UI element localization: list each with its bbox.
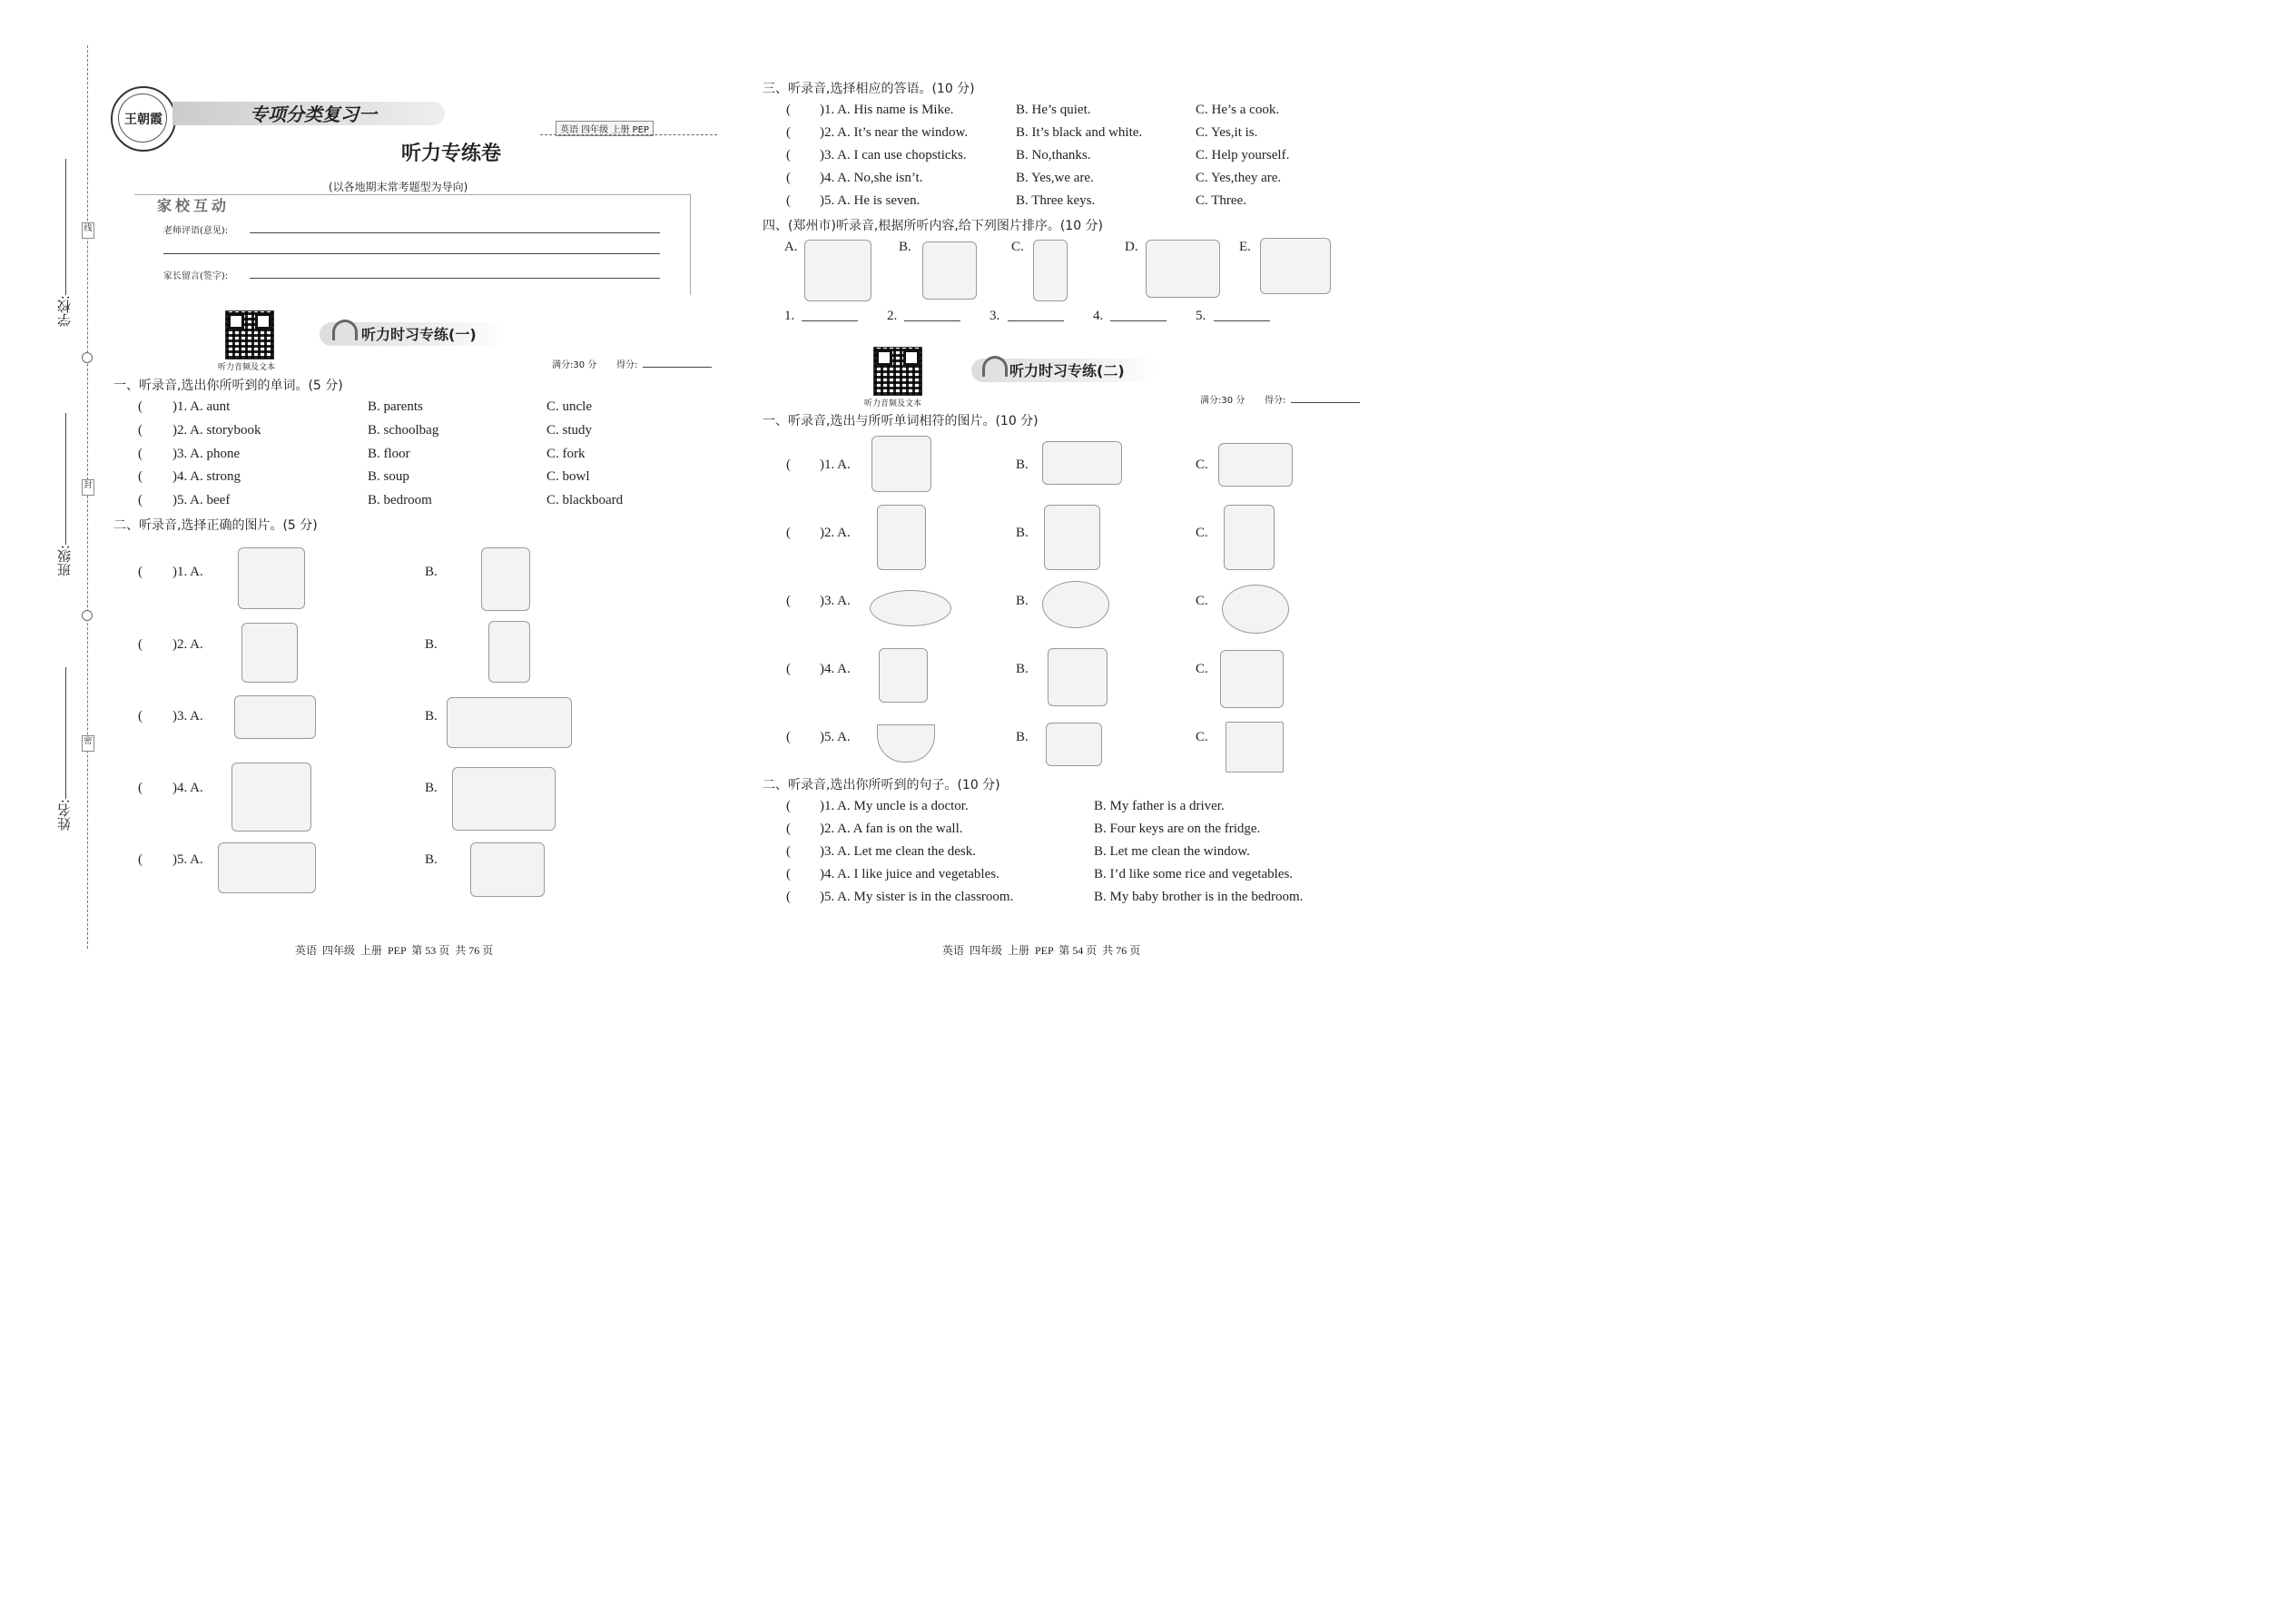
answer-paren[interactable]: ( bbox=[786, 526, 791, 540]
option-b[interactable]: B. bbox=[1016, 662, 1029, 676]
option-a[interactable]: )3. A. bbox=[172, 709, 203, 723]
answer-paren[interactable]: ( bbox=[138, 565, 143, 579]
option-c[interactable]: C. bbox=[1196, 662, 1208, 676]
part2-title: 听力时习专练(二) bbox=[1009, 362, 1125, 379]
class-label: 班级: bbox=[56, 545, 73, 577]
pic-letter-d: D. bbox=[1125, 240, 1138, 254]
option-a[interactable]: )3. A. Let me clean the desk. bbox=[820, 844, 977, 859]
answer-paren[interactable]: ( bbox=[138, 399, 143, 414]
seal-char-1: 线 bbox=[82, 222, 94, 239]
order-blank-label: 3. bbox=[989, 309, 1000, 323]
option-c[interactable]: C. Yes,it is. bbox=[1196, 125, 1258, 140]
option-a[interactable]: )1. A. bbox=[172, 565, 203, 579]
answer-paren[interactable]: ( bbox=[138, 709, 143, 723]
school-field[interactable] bbox=[65, 159, 66, 295]
option-c[interactable]: C. Three. bbox=[1196, 193, 1246, 208]
binding-hole-icon bbox=[82, 610, 93, 621]
order-blank[interactable] bbox=[904, 320, 960, 321]
qr-code-icon[interactable] bbox=[873, 347, 922, 396]
answer-paren[interactable]: ( bbox=[138, 423, 143, 438]
answer-paren[interactable]: ( bbox=[786, 148, 791, 162]
option-a[interactable]: )2. A. It’s near the window. bbox=[820, 125, 969, 140]
class-field[interactable] bbox=[65, 413, 66, 545]
option-c[interactable]: C. bbox=[1196, 458, 1208, 472]
answer-paren[interactable]: ( bbox=[786, 867, 791, 881]
pic-letter-a: A. bbox=[784, 240, 798, 254]
option-b[interactable]: B. bbox=[425, 709, 438, 723]
seal-char-3: 密 bbox=[82, 735, 94, 752]
logo-seal bbox=[111, 86, 176, 152]
answer-paren[interactable]: ( bbox=[786, 730, 791, 744]
picture-chicken-plate[interactable] bbox=[1042, 581, 1109, 628]
option-a[interactable]: )2. A. A fan is on the wall. bbox=[820, 822, 963, 836]
p1-sec2-title: 二、听录音,选择正确的图片。(5 分) bbox=[113, 518, 318, 533]
name-label: 姓名: bbox=[56, 799, 73, 832]
order-blank[interactable] bbox=[1008, 320, 1064, 321]
option-b[interactable]: B. He’s quiet. bbox=[1016, 103, 1091, 117]
picture-math-book[interactable] bbox=[1220, 650, 1284, 708]
answer-paren[interactable]: ( bbox=[786, 844, 791, 859]
option-a[interactable]: )5. A. He is seven. bbox=[820, 193, 921, 208]
answer-paren[interactable]: ( bbox=[138, 781, 143, 795]
picture-toy-car[interactable] bbox=[1042, 441, 1122, 485]
picture-bathtub[interactable] bbox=[804, 240, 871, 301]
answer-paren[interactable]: ( bbox=[786, 193, 791, 208]
option-c[interactable]: C. Help yourself. bbox=[1196, 148, 1290, 162]
p2-sec2-title: 二、听录音,选出你所听到的句子。(10 分) bbox=[763, 778, 1000, 792]
option-a[interactable]: )5. A. bbox=[820, 730, 851, 744]
option-a[interactable]: )5. A. beef bbox=[172, 493, 231, 507]
logo-text: 王朝霞 bbox=[124, 113, 162, 127]
picture-storybook[interactable] bbox=[1048, 648, 1108, 706]
option-a[interactable]: )3. A. I can use chopsticks. bbox=[820, 148, 967, 162]
picture-sofa[interactable] bbox=[218, 842, 316, 893]
order-blank-label: 1. bbox=[784, 309, 795, 323]
option-c[interactable]: C. fork bbox=[546, 447, 586, 461]
option-c[interactable]: C. bbox=[1196, 526, 1208, 540]
option-a[interactable]: )4. A. bbox=[820, 662, 851, 676]
picture-boy-glasses[interactable] bbox=[488, 621, 530, 683]
picture-notebook[interactable] bbox=[879, 648, 928, 703]
option-a[interactable]: )3. A. bbox=[820, 594, 851, 608]
p1-sec4-title: 四、(郑州市)听录音,根据所听内容,给下列图片排序。(10 分) bbox=[763, 219, 1104, 233]
answer-paren[interactable]: ( bbox=[786, 171, 791, 185]
option-b[interactable]: B. My baby brother is in the bedroom. bbox=[1094, 890, 1304, 904]
option-c[interactable]: C. study bbox=[546, 423, 593, 438]
answer-paren[interactable]: ( bbox=[138, 469, 143, 484]
book-info: 英语 四年级 上册 PEP bbox=[556, 121, 654, 136]
option-b[interactable]: B. I’d like some rice and vegetables. bbox=[1094, 867, 1294, 881]
answer-paren[interactable]: ( bbox=[786, 125, 791, 140]
option-b[interactable]: B. bedroom bbox=[368, 493, 432, 507]
picture-soup-fish[interactable] bbox=[447, 697, 572, 748]
option-b[interactable]: B. Three keys. bbox=[1016, 193, 1096, 208]
option-b[interactable]: B. parents bbox=[368, 399, 423, 414]
option-a[interactable]: )1. A. bbox=[820, 458, 851, 472]
order-blank-label: 2. bbox=[887, 309, 898, 323]
order-blank[interactable] bbox=[1110, 320, 1167, 321]
pic-letter-b: B. bbox=[899, 240, 911, 254]
option-b[interactable]: B. Yes,we are. bbox=[1016, 171, 1094, 185]
paper-subtitle: (以各地期末常考题型为导向) bbox=[329, 181, 468, 193]
binding-hole-icon bbox=[82, 352, 93, 363]
option-b[interactable]: B. bbox=[1016, 594, 1029, 608]
answer-paren[interactable]: ( bbox=[786, 103, 791, 117]
teacher-comment-field-2[interactable] bbox=[163, 253, 660, 254]
picture-monkey-bed[interactable] bbox=[1260, 238, 1331, 294]
picture-bowl[interactable] bbox=[877, 724, 935, 763]
headphone-icon bbox=[332, 320, 358, 340]
parent-comment-field[interactable] bbox=[250, 278, 660, 279]
option-b[interactable]: B. bbox=[425, 781, 438, 795]
picture-woman[interactable] bbox=[877, 505, 926, 570]
option-a[interactable]: )3. A. phone bbox=[172, 447, 241, 461]
seal-char-2: 封 bbox=[82, 479, 94, 496]
option-b[interactable]: B. bbox=[425, 852, 438, 867]
picture-bed[interactable] bbox=[871, 436, 931, 492]
teacher-comment-field[interactable] bbox=[250, 232, 660, 233]
option-a[interactable]: )4. A. bbox=[172, 781, 203, 795]
order-blank[interactable] bbox=[802, 320, 858, 321]
part2-got-field[interactable] bbox=[1291, 402, 1360, 403]
pic-letter-e: E. bbox=[1239, 240, 1251, 254]
footer-left: 英语 四年级 上册 PEP 第 53 页 共 76 页 bbox=[295, 944, 494, 957]
name-field[interactable] bbox=[65, 667, 66, 799]
option-a[interactable]: )5. A. My sister is in the classroom. bbox=[820, 890, 1014, 904]
part2-got-label: 得分: bbox=[1265, 396, 1286, 406]
picture-juice-chicken[interactable] bbox=[234, 695, 316, 739]
answer-paren[interactable]: ( bbox=[786, 799, 791, 813]
option-a[interactable]: )5. A. bbox=[172, 852, 203, 867]
option-c[interactable]: C. bbox=[1196, 730, 1208, 744]
teacher-comment-label: 老师评语(意见): bbox=[163, 226, 229, 236]
qr-caption: 听力音频及文本 bbox=[218, 363, 276, 372]
picture-monkey-reading[interactable] bbox=[1146, 240, 1220, 298]
option-b[interactable]: B. bbox=[1016, 730, 1029, 744]
part2-score: 满分:30 分 bbox=[1200, 396, 1245, 406]
option-b[interactable]: B. bbox=[425, 565, 438, 579]
p1-sec1-title: 一、听录音,选出你所听到的单词。(5 分) bbox=[113, 379, 343, 393]
picture-shoe[interactable] bbox=[1046, 723, 1102, 766]
order-blank-label: 4. bbox=[1093, 309, 1104, 323]
option-a[interactable]: )4. A. strong bbox=[172, 469, 241, 484]
answer-paren[interactable]: ( bbox=[786, 822, 791, 836]
picture-children-cleaning[interactable] bbox=[452, 767, 556, 831]
answer-paren[interactable]: ( bbox=[786, 662, 791, 676]
option-a[interactable]: )2. A. bbox=[820, 526, 851, 540]
option-b[interactable]: B. bbox=[1016, 458, 1029, 472]
picture-sofa[interactable] bbox=[1218, 443, 1293, 487]
answer-paren[interactable]: ( bbox=[138, 447, 143, 461]
picture-fish-plate[interactable] bbox=[870, 590, 951, 626]
option-a[interactable]: )1. A. aunt bbox=[172, 399, 231, 414]
paper-title: 听力专练卷 bbox=[401, 143, 502, 165]
home-school-title: 家校互动 bbox=[157, 197, 231, 214]
answer-paren[interactable]: ( bbox=[138, 493, 143, 507]
order-blank-label: 5. bbox=[1196, 309, 1206, 323]
picture-girl-hat[interactable] bbox=[241, 623, 298, 683]
option-a[interactable]: )2. A. storybook bbox=[172, 423, 261, 438]
picture-cook[interactable] bbox=[1044, 505, 1100, 570]
option-b[interactable]: B. It’s black and white. bbox=[1016, 125, 1143, 140]
option-b[interactable]: B. No,thanks. bbox=[1016, 148, 1091, 162]
option-a[interactable]: )4. A. I like juice and vegetables. bbox=[820, 867, 999, 881]
option-c[interactable]: C. bbox=[1196, 594, 1208, 608]
p1-sec3-title: 三、听录音,选择相应的答语。(10 分) bbox=[763, 82, 975, 96]
picture-map[interactable] bbox=[1226, 722, 1284, 773]
option-b[interactable]: B. schoolbag bbox=[368, 423, 439, 438]
option-a[interactable]: )4. A. No,she isn’t. bbox=[820, 171, 923, 185]
picture-monkey-chair[interactable] bbox=[922, 241, 977, 300]
headphone-icon bbox=[982, 356, 1008, 377]
parent-comment-label: 家长留言(签字): bbox=[163, 271, 229, 281]
option-c[interactable]: C. He’s a cook. bbox=[1196, 103, 1280, 117]
option-a[interactable]: )2. A. bbox=[172, 637, 203, 652]
footer-right: 英语 四年级 上册 PEP 第 54 页 共 76 页 bbox=[942, 944, 1141, 957]
picture-farmer[interactable] bbox=[1224, 505, 1275, 570]
qr-code-icon[interactable] bbox=[225, 310, 274, 359]
picture-nurse[interactable] bbox=[481, 547, 530, 611]
picture-bathroom[interactable] bbox=[231, 763, 311, 832]
answer-paren[interactable]: ( bbox=[786, 458, 791, 472]
part1-got-field[interactable] bbox=[643, 367, 712, 368]
option-c[interactable]: C. blackboard bbox=[546, 493, 624, 507]
part1-got-label: 得分: bbox=[616, 360, 638, 370]
school-label: 学校: bbox=[56, 295, 73, 328]
picture-table[interactable] bbox=[470, 842, 545, 897]
option-b[interactable]: B. Let me clean the window. bbox=[1094, 844, 1250, 859]
part1-score: 满分:30 分 bbox=[552, 360, 597, 370]
answer-paren[interactable]: ( bbox=[138, 637, 143, 652]
option-a[interactable]: )1. A. His name is Mike. bbox=[820, 103, 954, 117]
option-b[interactable]: B. Four keys are on the fridge. bbox=[1094, 822, 1261, 836]
picture-beef-plate[interactable] bbox=[1222, 585, 1289, 634]
option-c[interactable]: C. Yes,they are. bbox=[1196, 171, 1282, 185]
answer-paren[interactable]: ( bbox=[786, 890, 791, 904]
option-a[interactable]: )1. A. My uncle is a doctor. bbox=[820, 799, 969, 813]
option-b[interactable]: B. bbox=[425, 637, 438, 652]
qr-caption: 听力音频及文本 bbox=[864, 399, 922, 408]
part1-title: 听力时习专练(一) bbox=[361, 326, 477, 343]
p2-sec1-title: 一、听录音,选出与所听单词相符的图片。(10 分) bbox=[763, 414, 1039, 428]
option-c[interactable]: C. uncle bbox=[546, 399, 592, 414]
picture-monkey-standing[interactable] bbox=[1033, 240, 1068, 301]
option-b[interactable]: B. bbox=[1016, 526, 1029, 540]
option-b[interactable]: B. floor bbox=[368, 447, 410, 461]
answer-paren[interactable]: ( bbox=[138, 852, 143, 867]
picture-window-boy[interactable] bbox=[238, 547, 305, 609]
order-blank[interactable] bbox=[1214, 320, 1270, 321]
series-title: 专项分类复习一 bbox=[250, 103, 377, 125]
answer-paren[interactable]: ( bbox=[786, 594, 791, 608]
header-dash-line bbox=[540, 134, 717, 135]
binding-dashed-line bbox=[87, 45, 88, 949]
pic-letter-c: C. bbox=[1011, 240, 1024, 254]
option-b[interactable]: B. soup bbox=[368, 469, 409, 484]
option-b[interactable]: B. My father is a driver. bbox=[1094, 799, 1225, 813]
option-c[interactable]: C. bowl bbox=[546, 469, 590, 484]
